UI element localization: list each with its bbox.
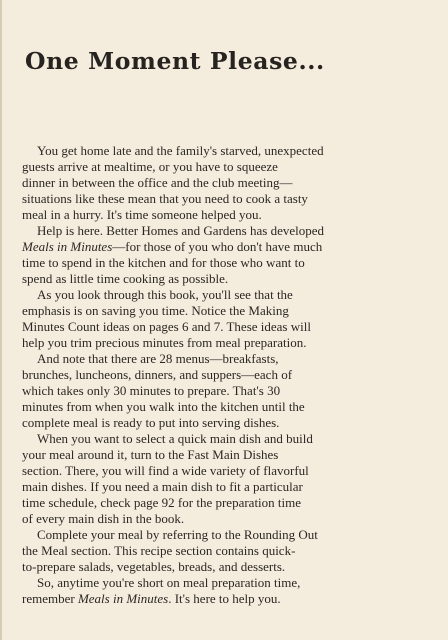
paragraph	[22, 223, 434, 287]
paragraph	[22, 575, 434, 607]
book-title-italic: Meals in Minutes	[22, 239, 113, 254]
text-line: section. There, you will find a wide variety of flavorful	[22, 463, 309, 478]
text-line: dinner in between the office and the club meeting—	[22, 175, 293, 190]
text-line: minutes from when you walk into the kitchen until the	[22, 399, 305, 414]
text-line: the Meal section. This recipe section contains quick-	[22, 543, 296, 558]
text-line: guests arrive at mealtime, or you have to squeeze	[22, 159, 278, 174]
paragraph	[22, 287, 434, 351]
text-line: Complete your meal by referring to the Rounding Out	[37, 527, 318, 542]
text-line: And note that there are 28 menus—breakfasts,	[37, 351, 279, 366]
text-line	[22, 223, 434, 239]
text-segment: Help is here. Better Homes and Gardens has developed	[37, 223, 324, 238]
text-segment: time to spend in the kitchen and for those who want to	[22, 255, 305, 270]
paragraph	[22, 431, 434, 527]
text-line: main dishes. If you need a main dish to fit a particular	[22, 479, 303, 494]
paragraph	[22, 351, 434, 431]
text-segment: So, anytime you're short on meal preparation time,	[37, 575, 301, 590]
text-line: your meal around it, turn to the Fast Main Dishes	[22, 447, 279, 462]
paragraph	[22, 143, 434, 223]
text-line: time schedule, check page 92 for the preparation time	[22, 495, 302, 510]
text-line: When you want to select a quick main dish and build	[37, 431, 313, 446]
text-line: to-prepare salads, vegetables, breads, and desserts.	[22, 559, 286, 574]
text-line: complete meal is ready to put into serving dishes.	[22, 415, 280, 430]
text-line: which takes only 30 minutes to prepare. That's 30	[22, 383, 281, 398]
text-line: of every main dish in the book.	[22, 511, 185, 526]
text-segment: . It's here to help you.	[168, 591, 281, 606]
text-line	[22, 575, 434, 591]
text-line: Minutes Count ideas on pages 6 and 7. These ideas will	[22, 319, 311, 334]
text-line: You get home late and the family's starved, unexpected	[37, 143, 324, 158]
text-line: As you look through this book, you'll see that the	[37, 287, 293, 302]
text-segment: spend as little time cooking as possible.	[22, 271, 229, 286]
text-line: emphasis is on saving you time. Notice the Making	[22, 303, 289, 318]
text-line: brunches, luncheons, dinners, and suppers—each of	[22, 367, 293, 382]
text-line	[22, 591, 434, 607]
text-line: situations like these mean that you need to cook a tasty	[22, 191, 308, 206]
paragraph	[22, 527, 434, 575]
book-title-italic: Meals in Minutes	[77, 591, 169, 606]
page-title: One Moment Please...	[25, 47, 325, 75]
text-line: help you trim precious minutes from meal preparation.	[22, 335, 307, 350]
text-line	[22, 239, 434, 255]
body-text	[22, 143, 434, 607]
text-line	[22, 271, 434, 287]
text-line	[22, 255, 434, 271]
text-segment: —for those of you who don't have much	[112, 239, 323, 254]
text-segment: remember	[22, 591, 78, 606]
text-line: meal in a hurry. It's time someone helped you.	[22, 207, 262, 222]
